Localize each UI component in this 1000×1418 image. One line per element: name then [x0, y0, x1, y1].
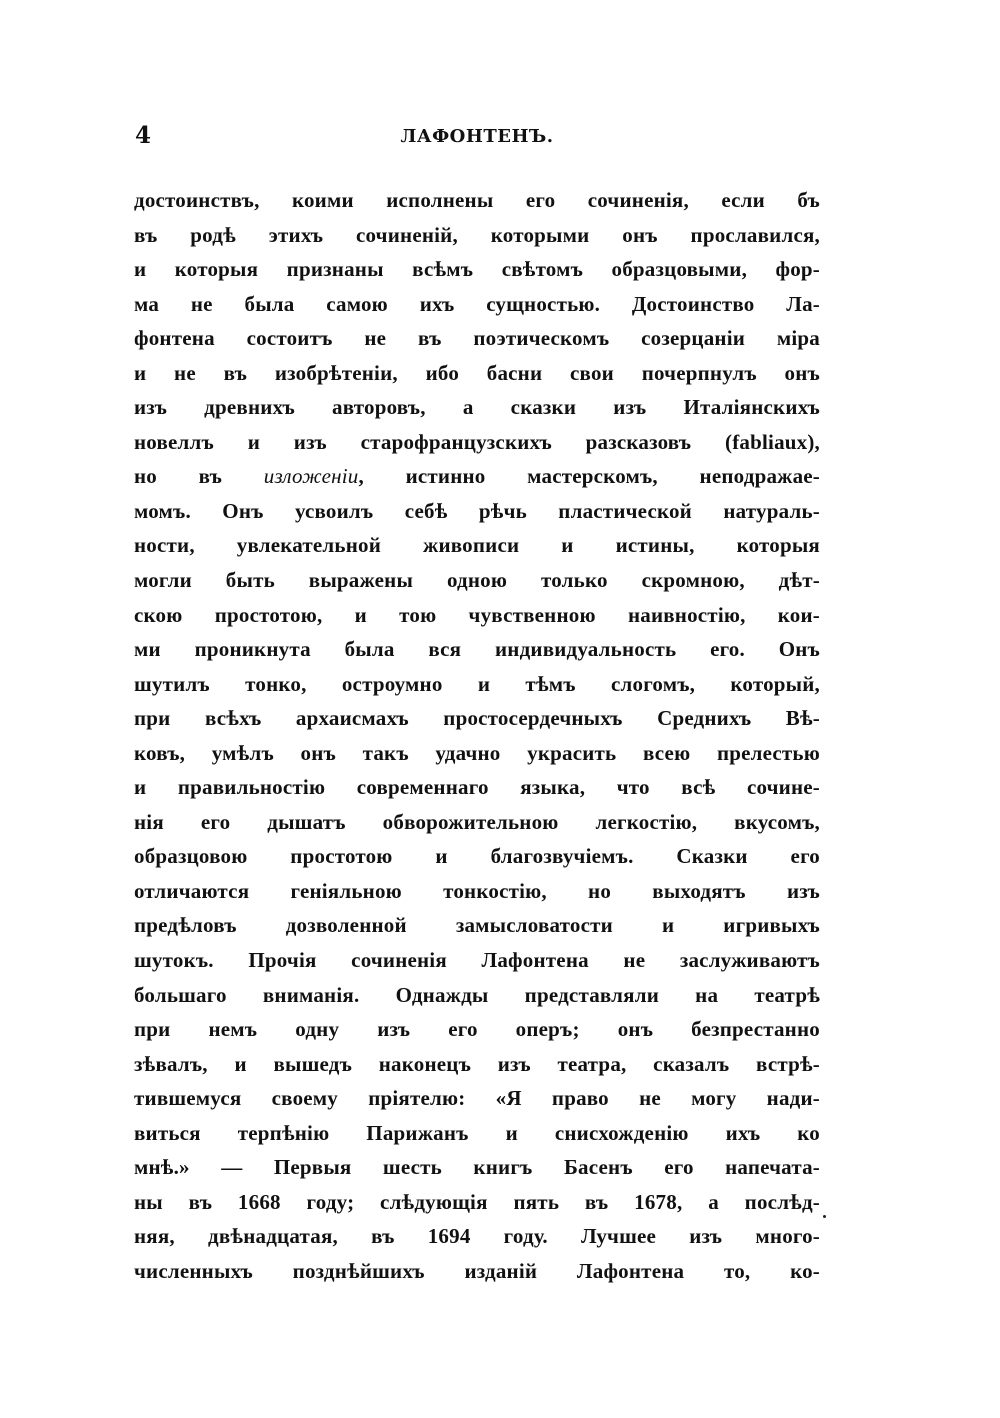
text-line: няя, двѣнадцатая, въ 1694 году. Лучшее изъ много-	[134, 1224, 820, 1249]
running-head	[133, 122, 821, 156]
text-line: шутокъ. Прочія сочиненія Лафонтена не заслуживаютъ	[134, 948, 820, 973]
text-line: ности, увлекательной живописи и истины, которыя	[134, 533, 820, 558]
text-line: при всѣхъ архаисмахъ простосердечныхъ Среднихъ Вѣ-	[134, 706, 820, 731]
text-line: нія его дышатъ обворожительною легкостію, вкусомъ,	[134, 809, 820, 834]
text-line: виться терпѣнію Парижанъ и снисхожденію ихъ ко	[134, 1120, 820, 1145]
text-line: образцовою простотою и благозвучіемъ. Сказки его	[134, 844, 820, 869]
text-line: большаго вниманія. Однажды представляли на театрѣ	[134, 982, 820, 1007]
text-segment: , истинно мастерскомъ, неподражае-	[358, 464, 820, 489]
text-line: скою простотою, и тою чувственною наивностію, кои-	[134, 602, 820, 627]
italic-emphasis: изложеніи	[263, 464, 359, 489]
text-line: численныхъ позднѣйшихъ изданій Лафонтена то, ко-	[134, 1258, 820, 1283]
text-line: въ родѣ этихъ сочиненій, которыми онъ прославился,	[134, 222, 820, 247]
text-line: зѣвалъ, и вышедъ наконецъ изъ театра, сказалъ встрѣ-	[134, 1051, 820, 1076]
text-line: ны въ 1668 году; слѣдующія пять въ 1678, а послѣд-	[134, 1189, 820, 1214]
text-line: при немъ одну изъ его оперъ; онъ безпрестанно	[134, 1017, 820, 1042]
text-line: и которыя признаны всѣмъ свѣтомъ образцовыми, фор-	[134, 257, 820, 282]
page-number: 4	[135, 122, 152, 149]
text-line: предѣловъ дозволенной замысловатости и игривыхъ	[134, 913, 820, 938]
text-line-with-emphasis	[134, 459, 820, 494]
text-line: ми проникнута была вся индивидуальность его. Онъ	[134, 637, 820, 662]
text-line: отличаются геніяльною тонкостію, но выходятъ изъ	[134, 878, 820, 903]
running-title: ЛАФОНТЕНЪ.	[400, 126, 554, 147]
text-line: мнѣ.» — Первыя шесть книгъ Басенъ его напечата-	[134, 1155, 820, 1180]
text-line: ковъ, умѣлъ онъ такъ удачно украсить всею прелестью	[134, 740, 820, 765]
text-line: достоинствъ, коими исполнены его сочиненія, если бъ	[134, 188, 820, 212]
body-paragraph	[134, 183, 820, 1289]
text-line: могли быть выражены одною только скромною, дѣт-	[134, 568, 820, 593]
text-segment: но въ	[134, 464, 264, 489]
text-line: и правильностію современнаго языка, что всѣ сочине-	[134, 775, 820, 800]
text-line: фонтена состоитъ не въ поэтическомъ созерцаніи міра	[134, 326, 820, 351]
scan-speck	[823, 1215, 826, 1218]
text-line: новеллъ и изъ старофранцузскихъ разсказовъ (fabliaux),	[134, 429, 820, 454]
text-line: изъ древнихъ авторовъ, а сказки изъ Италіянскихъ	[134, 395, 820, 420]
text-line: тившемуся своему пріятелю: «Я право не могу нади-	[134, 1086, 820, 1111]
text-line: и не въ изобрѣтеніи, ибо басни свои почерпнулъ онъ	[134, 360, 820, 385]
text-line: момъ. Онъ усвоилъ себѣ рѣчь пластической натураль-	[134, 498, 820, 523]
text-line: ма не была самою ихъ сущностью. Достоинство Ла-	[134, 291, 820, 316]
text-line: шутилъ тонко, остроумно и тѣмъ слогомъ, который,	[134, 671, 820, 696]
